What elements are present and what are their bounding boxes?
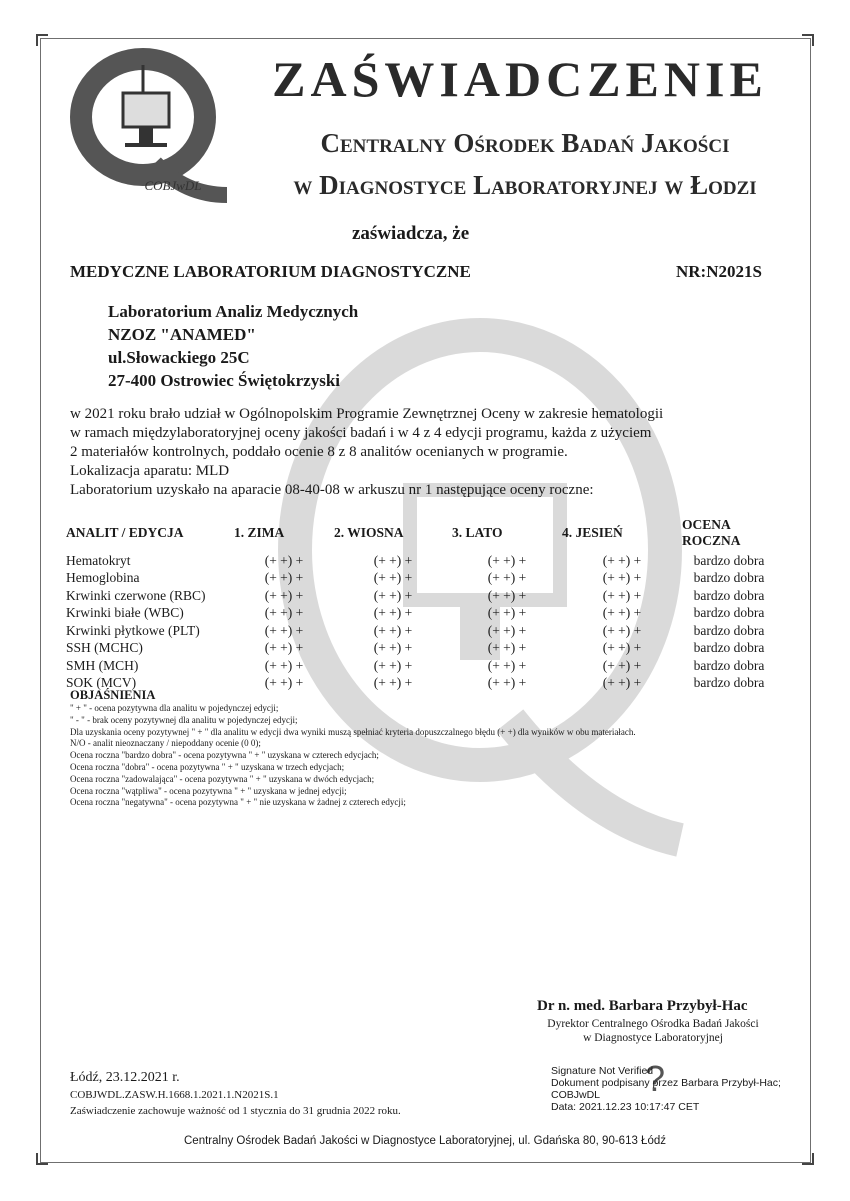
legend-line: N/O - analit nieoznaczany / niepoddany ocenie (0 0); <box>70 738 261 749</box>
grade-cell: (+ +) + <box>373 657 413 673</box>
grade-cell: (+ +) + <box>602 675 642 691</box>
header-autumn: 4. JESIEŃ <box>562 525 623 540</box>
legend-line: Ocena roczna "negatywna" - ocena pozytywna " + " nie uzyskana w żadnej z czterech edycji; <box>70 797 406 808</box>
header-analyte: ANALIT / EDYCJA <box>66 525 184 540</box>
grade-cell: (+ +) + <box>487 552 527 568</box>
legend-line: Ocena roczna "dobra" - ocena pozytywna " + " uzyskana w trzech edycjach; <box>70 761 345 772</box>
issuer-line-1: Centralny Ośrodek Badań Jakości <box>320 128 730 158</box>
grade-cell: (+ +) + <box>602 552 642 568</box>
address-line-3: ul.Słowackiego 25C <box>108 348 250 367</box>
grade-cell: (+ +) + <box>264 605 304 621</box>
table-row <box>66 552 776 570</box>
esig-organization: COBJwDL <box>551 1089 601 1101</box>
lab-address <box>108 300 358 392</box>
annual-grade: bardzo dobra <box>693 587 765 603</box>
analyte-name: Krwinki czerwone (RBC) <box>66 587 206 603</box>
legend-line: " - " - brak oceny pozytywnej dla analitu w pojedynczej edycji; <box>70 714 298 725</box>
svg-text:COBJwDL: COBJwDL <box>144 178 202 193</box>
grade-cell: (+ +) + <box>487 587 527 603</box>
analyte-name: Hemoglobina <box>66 570 140 586</box>
grade-cell: (+ +) + <box>373 640 413 656</box>
corner-mark <box>802 34 814 46</box>
body-line-4: Lokalizacja aparatu: MLD <box>70 463 230 479</box>
results-table <box>66 517 776 692</box>
grade-cell: (+ +) + <box>602 605 642 621</box>
legend-line: Ocena roczna "bardzo dobra" - ocena pozytywna " + " uzyskana w czterech edycjach; <box>70 750 379 761</box>
legend <box>70 703 636 809</box>
grade-cell: (+ +) + <box>373 605 413 621</box>
grade-cell: (+ +) + <box>487 657 527 673</box>
body-line-3: 2 materiałów kontrolnych, poddało ocenie 8 z 8 analitów ocenianych w programie. <box>70 444 568 460</box>
grade-cell: (+ +) + <box>602 657 642 673</box>
legend-line: Ocena roczna "wątpliwa" - ocena pozytywna " + " uzyskana w jednej edycji; <box>70 785 347 796</box>
issuer-name <box>230 122 820 206</box>
grade-cell: (+ +) + <box>264 622 304 638</box>
grade-cell: (+ +) + <box>264 640 304 656</box>
grade-cell: (+ +) + <box>487 640 527 656</box>
grade-cell: (+ +) + <box>602 570 642 586</box>
grade-cell: (+ +) + <box>487 622 527 638</box>
header-annual-grade: OCENA ROCZNA <box>682 517 741 548</box>
grade-cell: (+ +) + <box>373 622 413 638</box>
grade-cell: (+ +) + <box>602 640 642 656</box>
analyte-name: Krwinki białe (WBC) <box>66 605 184 621</box>
address-line-1: Laboratorium Analiz Medycznych <box>108 302 359 321</box>
grade-cell: (+ +) + <box>373 675 413 691</box>
grade-cell: (+ +) + <box>264 675 304 691</box>
grade-cell: (+ +) + <box>602 622 642 638</box>
esig-date: Data: 2021.12.23 10:17:47 CET <box>551 1101 700 1113</box>
legend-line: " + " - ocena pozytywna dla analitu w pojedynczej edycji; <box>70 703 279 713</box>
lab-type: MEDYCZNE LABORATORIUM DIAGNOSTYCZNE <box>70 262 471 281</box>
grade-cell: (+ +) + <box>373 570 413 586</box>
table-row <box>66 622 776 640</box>
header-winter: 1. ZIMA <box>234 525 285 540</box>
document-title: ZAŚWIADCZENIE <box>272 51 768 107</box>
grade-cell: (+ +) + <box>487 605 527 621</box>
table-row <box>66 675 776 693</box>
header-spring: 2. WIOSNA <box>334 525 404 540</box>
grade-cell: (+ +) + <box>264 657 304 673</box>
body-text <box>70 405 770 500</box>
annual-grade: bardzo dobra <box>693 657 765 673</box>
table-row <box>66 587 776 605</box>
corner-mark <box>36 1153 48 1165</box>
grade-cell: (+ +) + <box>373 552 413 568</box>
grade-cell: (+ +) + <box>487 675 527 691</box>
grade-cell: (+ +) + <box>264 552 304 568</box>
issuer-line-2: w Diagnostyce Laboratoryjnej w Łodzi <box>293 170 757 200</box>
question-mark-icon: ? <box>645 1058 666 1099</box>
header-summer: 3. LATO <box>452 525 503 540</box>
analyte-name: SOK (MCV) <box>66 675 137 691</box>
annual-grade: bardzo dobra <box>693 622 765 638</box>
signatory-role <box>543 1017 763 1045</box>
table-row <box>66 640 776 658</box>
legend-title: OBJAŚNIENIA <box>70 688 156 702</box>
electronic-signature[interactable] <box>551 1065 781 1113</box>
annual-grade: bardzo dobra <box>693 605 765 621</box>
validity-note: Zaświadczenie zachowuje ważność od 1 stycznia do 31 grudnia 2022 roku. <box>70 1105 401 1117</box>
signatory-role-line-1: Dyrektor Centralnego Ośrodka Badań Jakości <box>547 1018 759 1030</box>
body-line-1: w 2021 roku brało udział w Ogólnopolskim Programie Zewnętrznej Oceny w zakresie hematologii <box>70 406 664 422</box>
grade-cell: (+ +) + <box>487 570 527 586</box>
corner-mark <box>802 1153 814 1165</box>
grade-cell: (+ +) + <box>373 587 413 603</box>
esig-signed-by: Dokument podpisany przez Barbara Przybył-Hac; <box>551 1077 781 1089</box>
body-line-5: Laboratorium uzyskało na aparacie 08-40-08 w arkuszu nr 1 następujące oceny roczne: <box>70 482 594 498</box>
results-header-row <box>66 517 776 552</box>
table-row <box>66 570 776 588</box>
annual-grade: bardzo dobra <box>693 675 765 691</box>
annual-grade: bardzo dobra <box>693 552 765 568</box>
grade-cell: (+ +) + <box>264 570 304 586</box>
body-line-2: w ramach międzylaboratoryjnej oceny jakości badań i w 4 z 4 edycji programu, każda z użyciem <box>70 425 652 441</box>
footer-address: Centralny Ośrodek Badań Jakości w Diagnostyce Laboratoryjnej, ul. Gdańska 80, 90-613 Łódź <box>184 1135 666 1147</box>
place-and-date: Łódź, 23.12.2021 r. <box>70 1070 180 1085</box>
grade-cell: (+ +) + <box>602 587 642 603</box>
signatory-role-line-2: w Diagnostyce Laboratoryjnej <box>583 1032 723 1044</box>
analyte-name: Krwinki płytkowe (PLT) <box>66 622 200 638</box>
legend-line: Ocena roczna "zadowalająca" - ocena pozytywna " + " uzyskana w dwóch edycjach; <box>70 773 375 784</box>
attests-text: zaświadcza, że <box>352 223 470 244</box>
document-code: COBJWDL.ZASW.H.1668.1.2021.1.N2021S.1 <box>70 1089 279 1101</box>
annual-grade: bardzo dobra <box>693 570 765 586</box>
table-row <box>66 605 776 623</box>
analyte-name: SMH (MCH) <box>66 657 139 673</box>
analyte-name: SSH (MCHC) <box>66 640 143 656</box>
analyte-name: Hematokryt <box>66 552 131 568</box>
cobjwdl-logo-icon <box>55 45 235 205</box>
table-row <box>66 657 776 675</box>
esig-status: Signature Not Verified <box>551 1065 654 1077</box>
address-line-2: NZOZ "ANAMED" <box>108 325 256 344</box>
address-line-4: 27-400 Ostrowiec Świętokrzyski <box>108 371 340 390</box>
signatory-name: Dr n. med. Barbara Przybył-Hac <box>537 998 748 1014</box>
grade-cell: (+ +) + <box>264 587 304 603</box>
corner-mark <box>36 34 48 46</box>
legend-line: Dla uzyskania oceny pozytywnej " + " dla analitu w edycji dwa wyniki muszą spełniać kryteria dopuszczalnego błędu (+ +) dla wyników w obu materiałach. <box>70 726 636 737</box>
annual-grade: bardzo dobra <box>693 640 765 656</box>
certificate-number: NR:N2021S <box>676 262 762 281</box>
